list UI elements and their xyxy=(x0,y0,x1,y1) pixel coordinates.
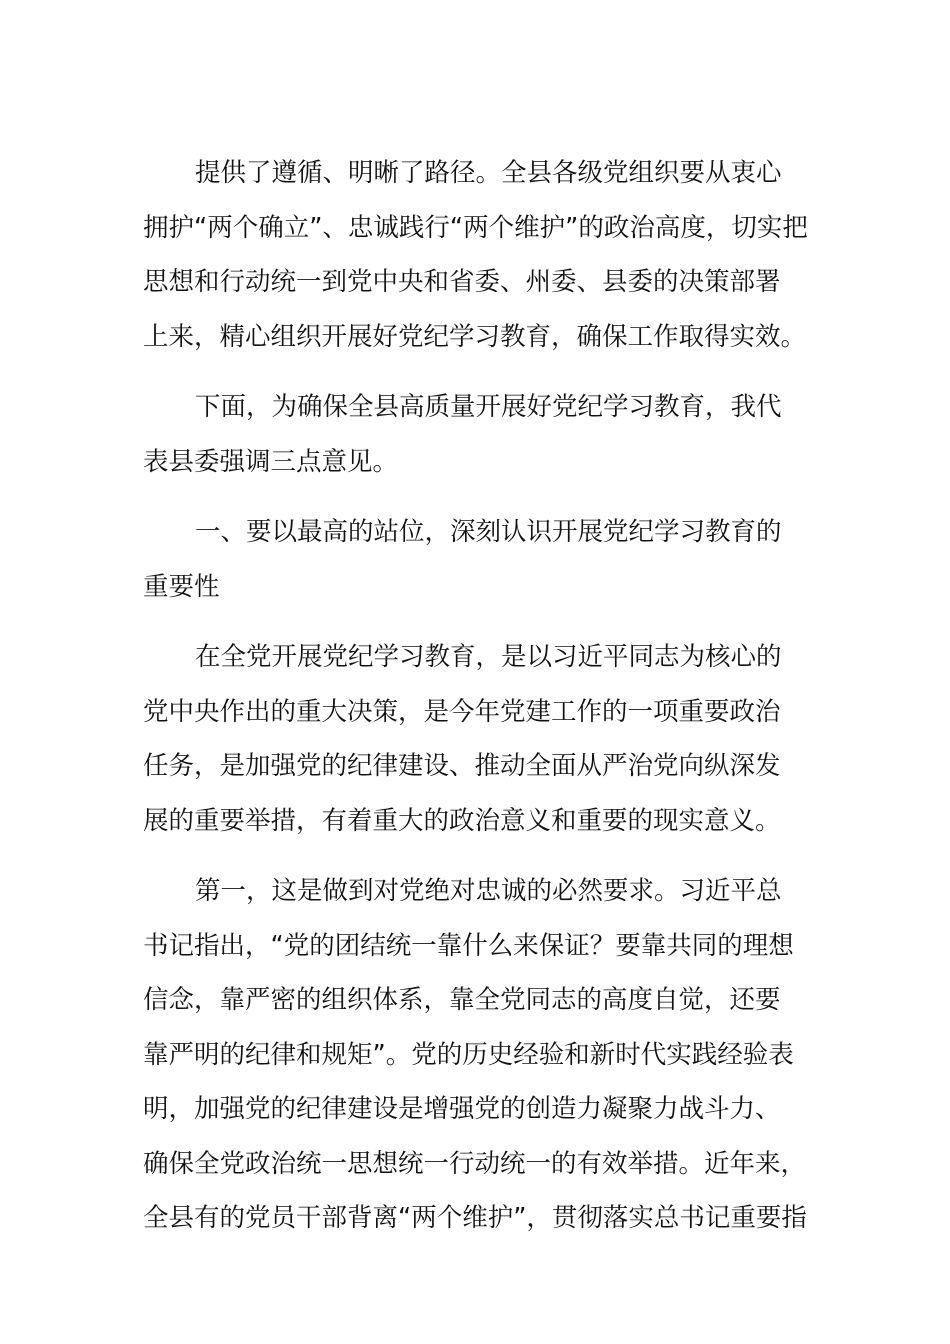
text-line: 提供了遵循、明晰了路径。全县各级党组织要从衷心 xyxy=(195,158,782,188)
text-line: 拥护“两个确立”、忠诚践行“两个维护”的政治高度，切实把 xyxy=(143,212,808,243)
text-line: 任务，是加强党的纪律建设、推动全面从严治党向纵深发 xyxy=(143,751,781,781)
section-heading-1 xyxy=(143,505,807,614)
text-line: 确保全党政治统一思想统一行动统一的有效举措。近年来， xyxy=(143,1148,807,1179)
text-line: 书记指出，“党的团结统一靠什么来保证？要靠共同的理想 xyxy=(143,930,794,961)
text-line: 下面，为确保全县高质量开展好党纪学习教育，我代 xyxy=(195,392,782,422)
document-body xyxy=(143,146,807,1262)
text-line: 思想和行动统一到党中央和省委、州委、县委的决策部署 xyxy=(143,267,781,297)
heading-line: 一、要以最高的站位，深刻认识开展党纪学习教育的 xyxy=(195,517,782,547)
text-line: 信念，靠严密的组织体系，靠全党同志的高度自觉，还要 xyxy=(143,985,781,1015)
text-line: 全县有的党员干部背离“两个维护”，贯彻落实总书记重要指 xyxy=(143,1203,807,1233)
text-line: 明，加强党的纪律建设是增强党的创造力凝聚力战斗力、 xyxy=(143,1094,781,1124)
paragraph-2 xyxy=(143,380,807,489)
text-line: 党中央作出的重大决策，是今年党建工作的一项重要政治 xyxy=(143,696,781,727)
text-line: 第一，这是做到对党绝对忠诚的必然要求。习近平总 xyxy=(195,876,782,906)
paragraph-1 xyxy=(143,146,807,364)
heading-line: 重要性 xyxy=(143,571,220,602)
paragraph-3 xyxy=(143,630,807,848)
text-line: 在全党开展党纪学习教育，是以习近平同志为核心的 xyxy=(195,642,782,672)
paragraph-4 xyxy=(143,864,807,1246)
text-line: 展的重要举措，有着重大的政治意义和重要的现实意义。 xyxy=(143,805,781,836)
text-line: 靠严明的纪律和规矩”。党的历史经验和新时代实践经验表 xyxy=(143,1039,794,1070)
text-line: 上来，精心组织开展好党纪学习教育，确保工作取得实效。 xyxy=(143,321,807,352)
text-line: 表县委强调三点意见。 xyxy=(143,446,399,477)
